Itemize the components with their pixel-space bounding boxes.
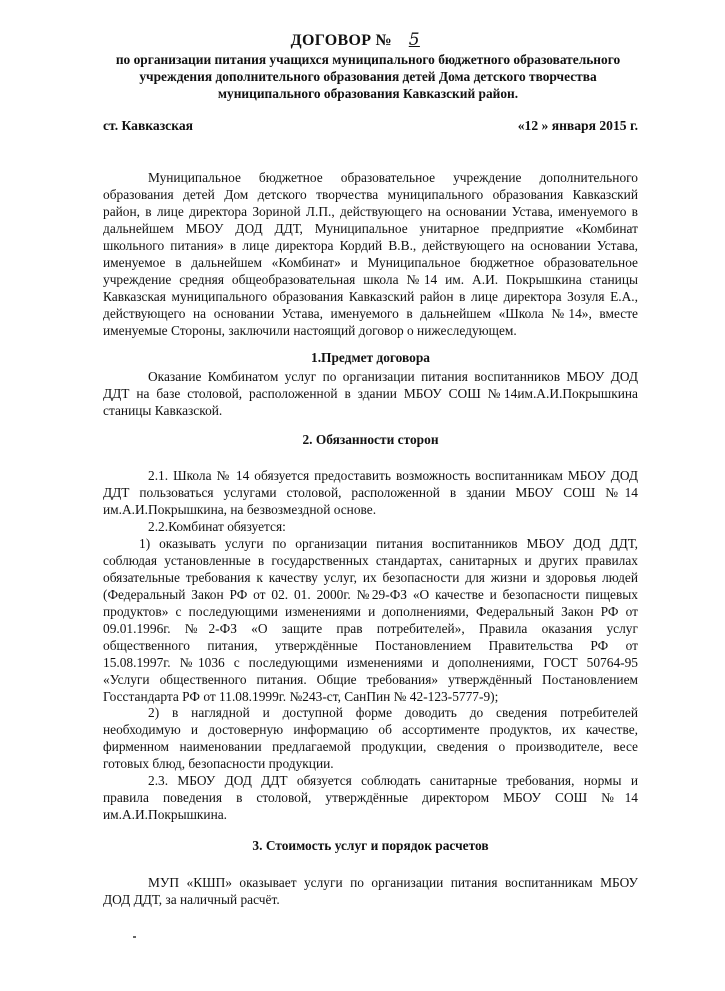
subtitle-line: муниципального образования Кавказский район. bbox=[217, 86, 519, 101]
clause-2-2-1-line: продуктов» с последующими изменениями и дополнениями, Федеральный Закон РФ от bbox=[103, 604, 638, 619]
preamble-line: дальнейшем МБОУ ДОД ДДТ, Муниципальное унитарное предприятие «Комбинат bbox=[103, 221, 638, 236]
section-3-heading: 3. Стоимость услуг и порядок расчетов bbox=[252, 838, 489, 853]
scan-speck bbox=[133, 936, 136, 938]
clause-2-2-1-line: обязательные требования к качеству услуг, их безопасности для жизни и здоровья людей bbox=[103, 570, 638, 585]
clause-2-1-line: 2.1. Школа № 14 обязуется предоставить возможность воспитанникам МБОУ ДОД bbox=[148, 468, 638, 483]
preamble bbox=[103, 169, 638, 339]
section-3-line: МУП «КШП» оказывает услуги по организации питания воспитанникам МБОУ bbox=[148, 875, 638, 890]
clause-2-2-1-line: общественного питания, утверждённые Постановлением Правительства РФ от bbox=[103, 638, 638, 653]
clause-2-3-line: правила поведения в столовой, утверждённые директором МБОУ СОШ №14 bbox=[103, 790, 638, 805]
section-1-line: станицы Кавказской. bbox=[103, 403, 223, 418]
clause-2-2-item-2 bbox=[103, 704, 638, 772]
preamble-line: действующего на основании Устава, именуемого в дальнейшем «Школа №14», вместе bbox=[103, 306, 638, 321]
preamble-line: Кавказская муниципального образования Кавказский район в лице директора Зозуля Е.А., bbox=[103, 289, 638, 304]
section-3-text bbox=[103, 874, 638, 908]
clause-2-2 bbox=[103, 518, 638, 535]
document-subtitle bbox=[88, 51, 648, 102]
contract-number: 5 bbox=[408, 30, 420, 50]
clause-2-2-2-line: фирменном наименовании предлагаемой продукции, сведения о производителе, весе bbox=[103, 739, 638, 754]
section-1-line: Оказание Комбинатом услуг по организации питания воспитанников МБОУ ДОД bbox=[148, 369, 638, 384]
clause-2-2-2-line: готовых блюд, безопасности продукции. bbox=[103, 756, 334, 771]
preamble-line: Муниципальное бюджетное образовательное учреждение дополнительного bbox=[148, 170, 638, 185]
clause-2-1-line: ДДТ пользоваться услугами столовой, расположенной в здании МБОУ СОШ №14 bbox=[103, 485, 638, 500]
clause-2-3-line: 2.3. МБОУ ДОД ДДТ обязуется соблюдать санитарные требования, нормы и bbox=[148, 773, 638, 788]
preamble-line: образования детей Дом детского творчества муниципального образования Кавказский bbox=[103, 187, 638, 202]
clause-2-2-line: 2.2.Комбинат обязуется: bbox=[148, 519, 286, 534]
preamble-line: школьного питания» в лице директора Кордий В.В., действующего на основании Устава, bbox=[103, 238, 638, 253]
place-date-row bbox=[103, 118, 638, 134]
preamble-line: район, в лице директора Зориной Л.П., действующего на основании Устава, именуемого в bbox=[103, 204, 638, 219]
subtitle-line: по организации питания учащихся муниципального бюджетного образовательного bbox=[115, 52, 621, 67]
contract-date: «12 » января 2015 г. bbox=[517, 118, 638, 133]
document-title bbox=[0, 30, 725, 50]
clause-2-2-1-line: «Услуги общественного питания. Общие требования» утверждённый Постановлением bbox=[103, 672, 638, 687]
section-1-line: ДДТ на базе столовой, расположенной в здании МБОУ СОШ №14им.А.И.Покрышкина bbox=[103, 386, 638, 401]
clause-2-1-line: им.А.И.Покрышкина, на безвозмездной основе. bbox=[103, 502, 377, 517]
clause-2-3 bbox=[103, 772, 638, 823]
clause-2-2-1-line: Госстандарта РФ от 11.08.1999г. №243-ст, СанПин № 42-123-5777-9); bbox=[103, 689, 499, 704]
section-1-heading: 1.Предмет договора bbox=[311, 350, 430, 365]
clause-2-2-1-line: соблюдая установленные в государственных стандартах, санитарных и других правилах bbox=[103, 553, 638, 568]
preamble-line: именуемые Стороны, заключили настоящий договор о нижеследующем. bbox=[103, 323, 517, 338]
title-prefix: ДОГОВОР № bbox=[290, 32, 393, 49]
section-1-text bbox=[103, 368, 638, 419]
section-2-heading: 2. Обязанности сторон bbox=[302, 432, 439, 447]
clause-2-2-2-line: необходимую и достоверную информацию об ассортименте продуктов, их качестве, bbox=[103, 722, 638, 737]
clause-2-2-1-line: 09.01.1996г. №2-ФЗ «О защите прав потребителей», Правила оказания услуг bbox=[103, 621, 638, 636]
clause-2-2-1-line: 15.08.1997г. №1036 с последующими изменениями и дополнениями, ГОСТ 50764-95 bbox=[103, 655, 638, 670]
clause-2-2-item-1 bbox=[103, 535, 638, 705]
clause-2-1 bbox=[103, 467, 638, 518]
clause-2-2-1-line: 1) оказывать услуги по организации питания воспитанников МБОУ ДОД ДДТ, bbox=[139, 536, 638, 551]
clause-2-2-2-line: 2) в наглядной и доступной форме доводить до сведения потребителей bbox=[148, 705, 638, 720]
place: ст. Кавказская bbox=[103, 118, 193, 133]
preamble-line: именуемое в дальнейшем «Комбинат» и Муниципальное бюджетное образовательное bbox=[103, 255, 638, 270]
section-3-line: ДОД ДДТ, за наличный расчёт. bbox=[103, 892, 280, 907]
subtitle-line: учреждения дополнительного образования детей Дома детского творчества bbox=[139, 69, 597, 84]
clause-2-3-line: им.А.И.Покрышкина. bbox=[103, 807, 228, 822]
preamble-line: учреждение средняя общеобразовательная школа №14 им. А.И. Покрышкина станицы bbox=[103, 272, 638, 287]
clause-2-2-1-line: (Федеральный Закон РФ от 02. 01. 2000г. №29-ФЗ «О качестве и безопасности пищевых bbox=[103, 587, 638, 602]
